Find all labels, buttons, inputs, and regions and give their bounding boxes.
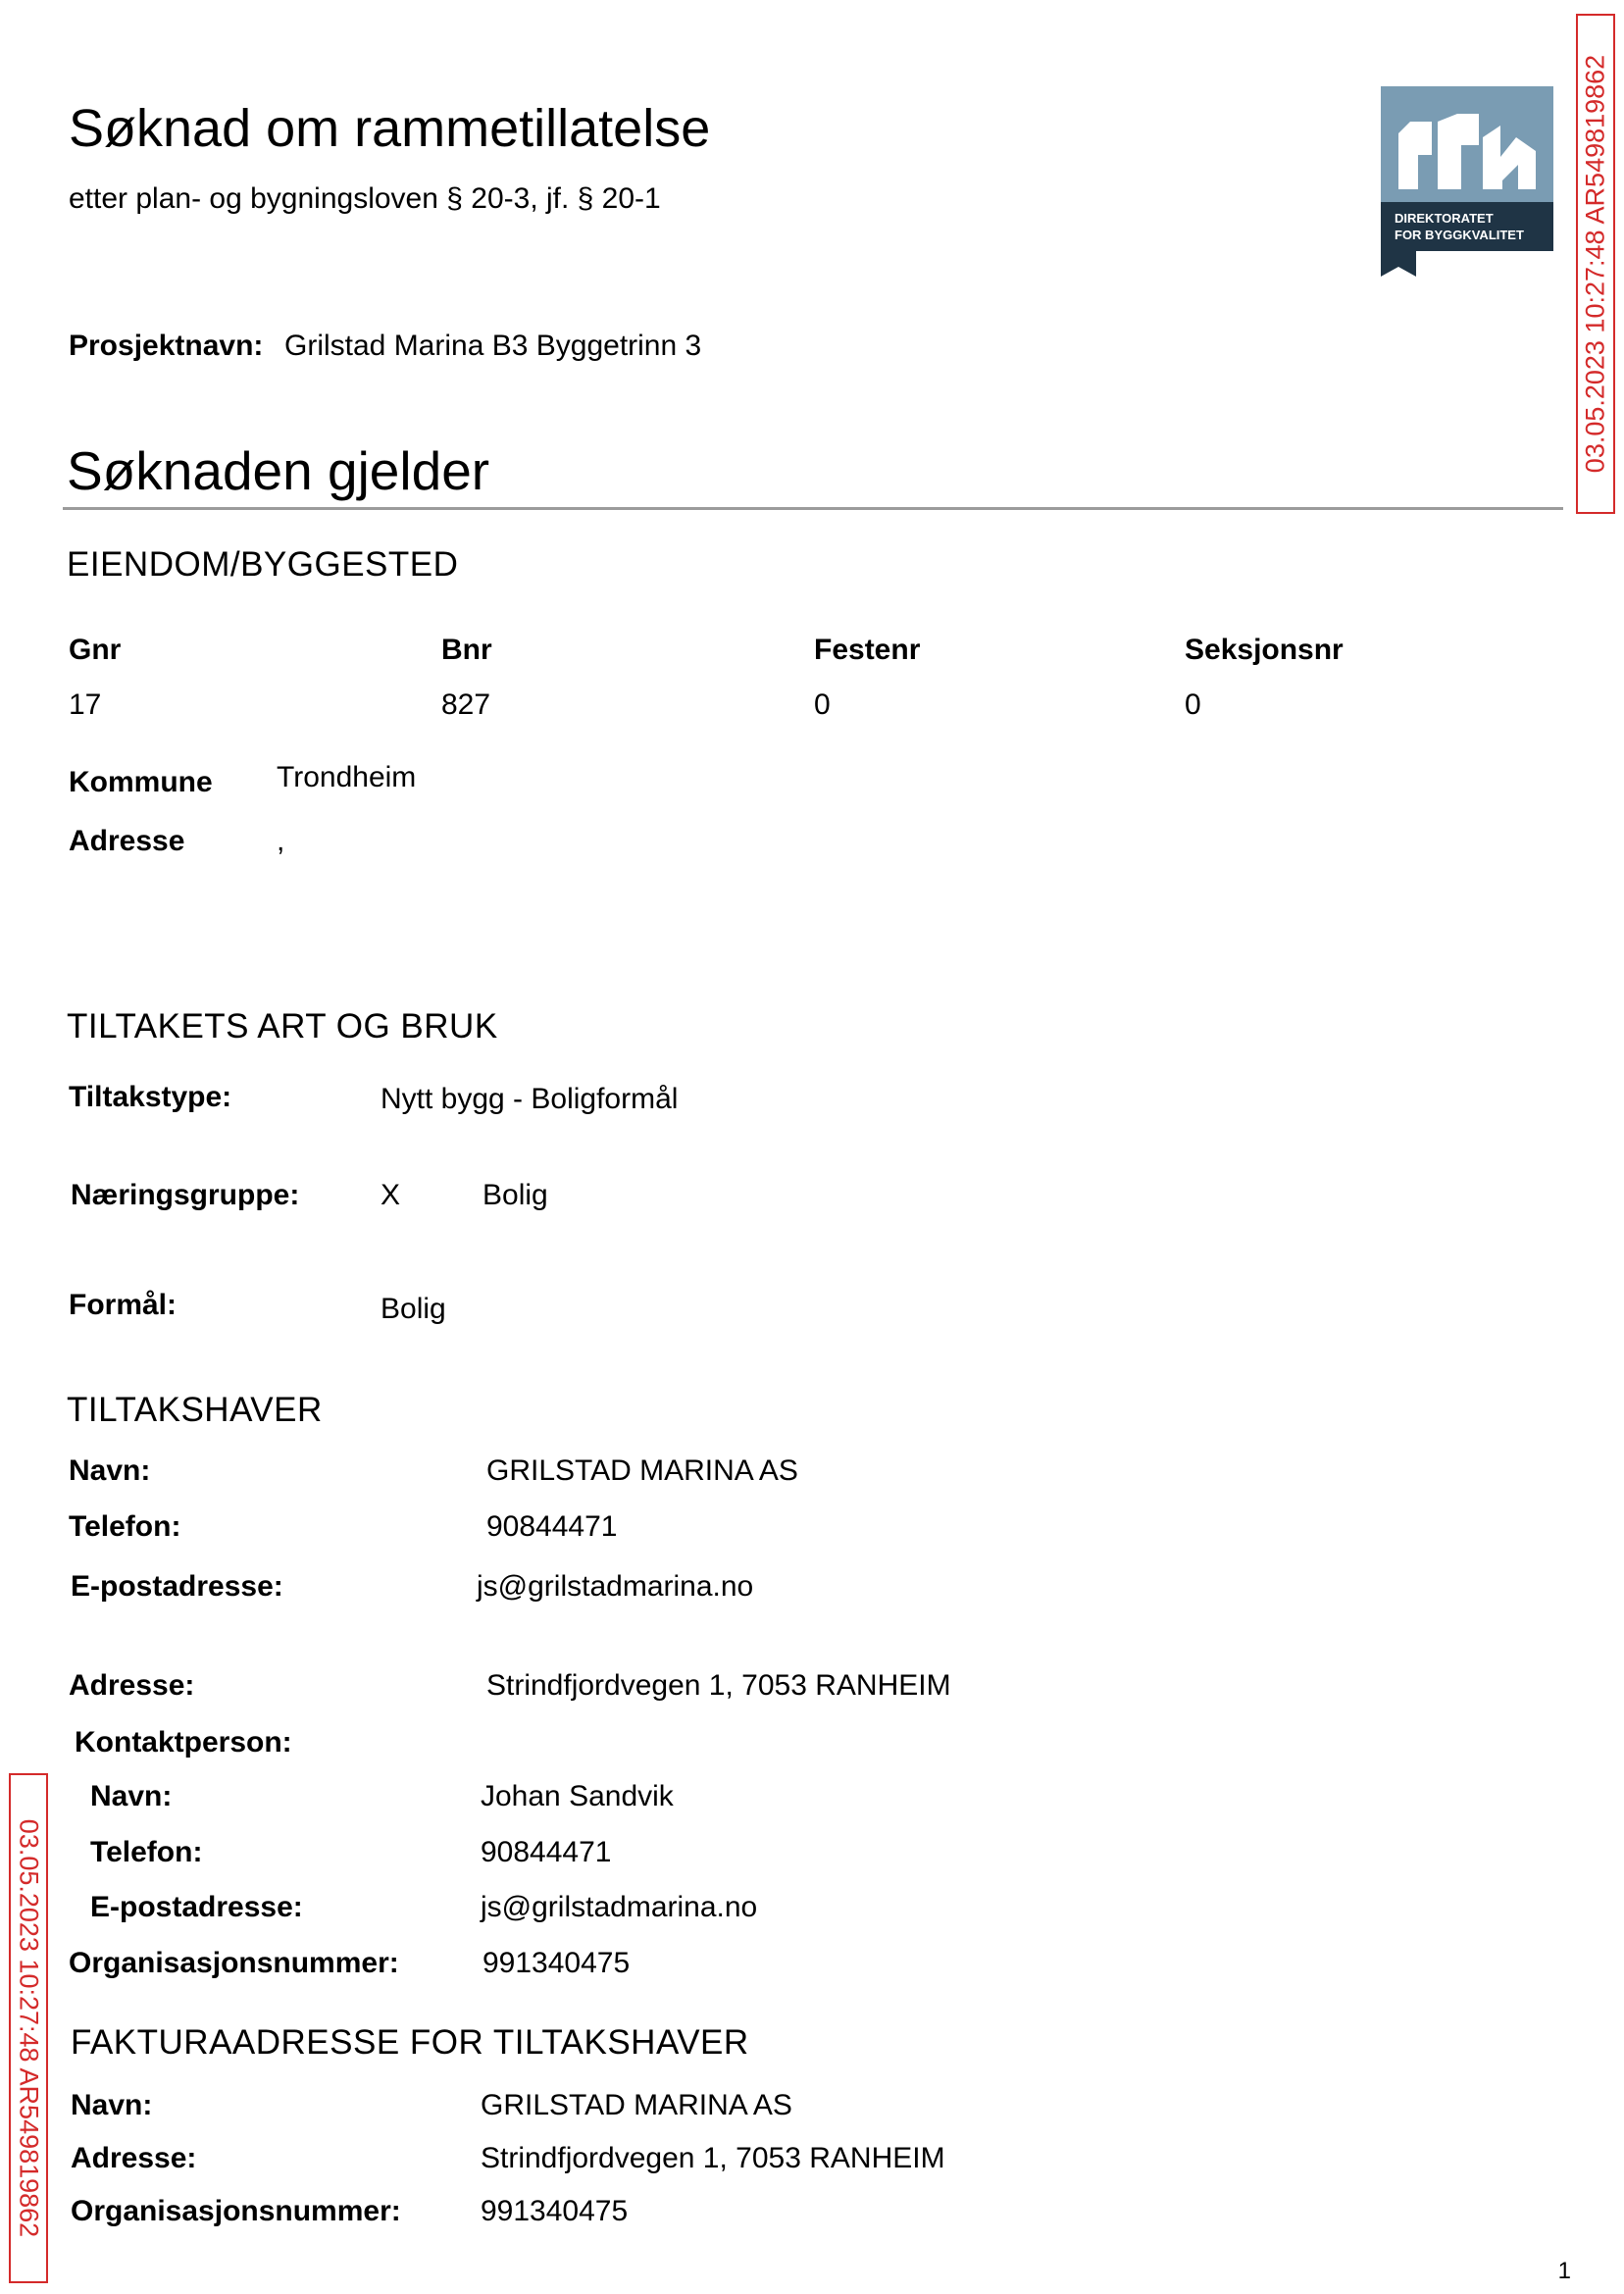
- adresse-label: Adresse: [69, 825, 185, 857]
- formal-value: Bolig: [381, 1293, 446, 1325]
- faktura-adresse-value: Strindfjordvegen 1, 7053 RANHEIM: [481, 2142, 945, 2174]
- building-logo-icon: [1381, 86, 1553, 277]
- faktura-heading: FAKTURAADRESSE FOR TILTAKSHAVER: [71, 2023, 749, 2062]
- faktura-orgnr-value: 991340475: [481, 2195, 629, 2227]
- gnr-value: 17: [69, 688, 102, 721]
- tiltakshaver-navn-label: Navn:: [69, 1454, 151, 1487]
- tiltakshaver-heading: TILTAKSHAVER: [67, 1391, 323, 1429]
- document-subtitle: etter plan- og bygningsloven § 20-3, jf. § 20-1: [69, 182, 661, 215]
- adresse-value: ,: [277, 825, 285, 857]
- seksjonsnr-label: Seksjonsnr: [1185, 634, 1344, 666]
- tiltakshaver-adresse-value: Strindfjordvegen 1, 7053 RANHEIM: [486, 1669, 951, 1702]
- tiltak-heading: TILTAKETS ART OG BRUK: [67, 1007, 498, 1045]
- project-name-label: Prosjektnavn:: [69, 330, 264, 362]
- tiltakstype-value: Nytt bygg - Boligformål: [381, 1083, 679, 1115]
- tiltakshaver-telefon-label: Telefon:: [69, 1510, 181, 1543]
- logo-text-line2: FOR BYGGKVALITET: [1395, 228, 1524, 242]
- stamp-text: 03.05.2023 10:27:48 AR549819862: [14, 1818, 44, 2238]
- kontakt-epost-label: E-postadresse:: [90, 1891, 303, 1923]
- logo-text-line1: DIREKTORATET: [1395, 211, 1494, 226]
- timestamp-stamp-top: [1576, 14, 1615, 514]
- tiltakshaver-telefon-value: 90844471: [486, 1510, 618, 1543]
- dibk-logo: [1381, 86, 1553, 277]
- stamp-text: 03.05.2023 10:27:48 AR549819862: [1580, 54, 1610, 474]
- kontakt-telefon-value: 90844471: [481, 1836, 612, 1868]
- section-heading: Søknaden gjelder: [67, 440, 490, 501]
- bnr-label: Bnr: [441, 634, 492, 666]
- orgnr-label: Organisasjonsnummer:: [69, 1947, 399, 1979]
- bnr-value: 827: [441, 688, 491, 721]
- eiendom-heading: EIENDOM/BYGGESTED: [67, 545, 459, 584]
- section-divider: [63, 507, 1563, 510]
- kommune-value: Trondheim: [277, 761, 417, 793]
- kontakt-telefon-label: Telefon:: [90, 1836, 203, 1868]
- naeringsgruppe-label: Næringsgruppe:: [71, 1179, 300, 1211]
- faktura-navn-label: Navn:: [71, 2089, 153, 2121]
- orgnr-value: 991340475: [482, 1947, 631, 1979]
- kontakt-navn-value: Johan Sandvik: [481, 1780, 674, 1812]
- tiltakshaver-epost-label: E-postadresse:: [71, 1570, 283, 1603]
- tiltakshaver-adresse-label: Adresse:: [69, 1669, 195, 1702]
- project-name-value: Grilstad Marina B3 Byggetrinn 3: [284, 330, 702, 362]
- tiltakstype-label: Tiltakstype:: [69, 1081, 232, 1113]
- festenr-label: Festenr: [814, 634, 921, 666]
- naeringsgruppe-value: Bolig: [482, 1179, 548, 1211]
- faktura-orgnr-label: Organisasjonsnummer:: [71, 2195, 401, 2227]
- faktura-navn-value: GRILSTAD MARINA AS: [481, 2089, 792, 2121]
- festenr-value: 0: [814, 688, 831, 721]
- seksjonsnr-value: 0: [1185, 688, 1201, 721]
- faktura-adresse-label: Adresse:: [71, 2142, 197, 2174]
- timestamp-stamp-left: [9, 1773, 48, 2283]
- gnr-label: Gnr: [69, 634, 122, 666]
- tiltakshaver-navn-value: GRILSTAD MARINA AS: [486, 1454, 798, 1487]
- kontaktperson-label: Kontaktperson:: [75, 1726, 292, 1759]
- page-number: 1: [1557, 2258, 1571, 2284]
- tiltakshaver-epost-value: js@grilstadmarina.no: [477, 1570, 754, 1603]
- document-title: Søknad om rammetillatelse: [69, 99, 711, 158]
- formal-label: Formål:: [69, 1289, 178, 1321]
- kontakt-navn-label: Navn:: [90, 1780, 173, 1812]
- kommune-label: Kommune: [69, 766, 213, 798]
- naeringsgruppe-code: X: [381, 1179, 401, 1211]
- kontakt-epost-value: js@grilstadmarina.no: [481, 1891, 758, 1923]
